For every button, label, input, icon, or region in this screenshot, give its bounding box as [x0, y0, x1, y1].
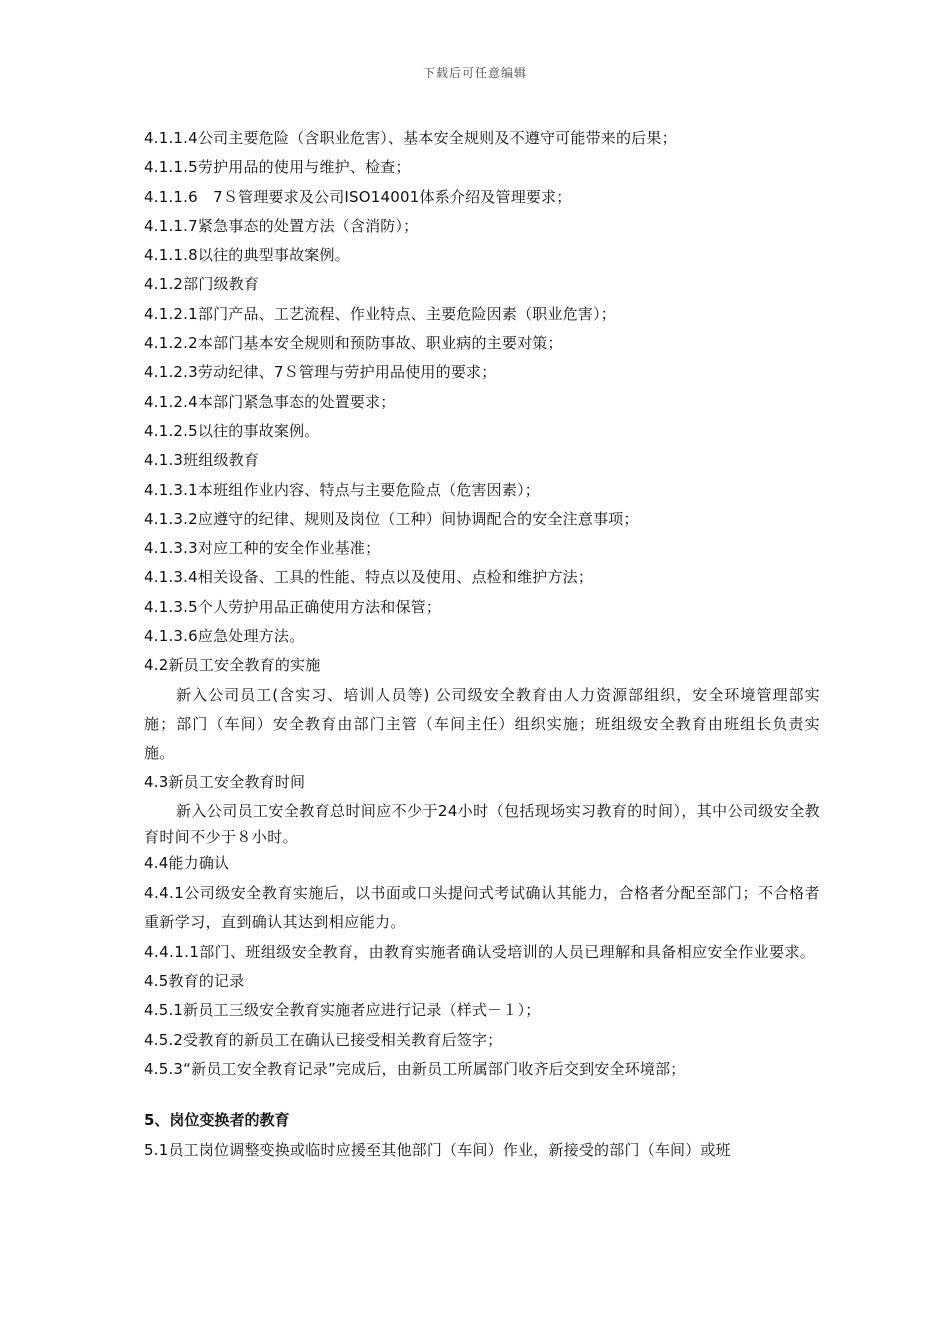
- heading-4-4: 4.4能力确认: [144, 853, 230, 872]
- clause-4-1-3-5: 4.1.3.5个人劳护用品正确使用方法和保管；: [144, 597, 442, 616]
- clause-4-1-3-1: 4.1.3.1本班组作业内容、特点与主要危险点（危害因素）；: [144, 480, 540, 499]
- clause-4-1-1-8: 4.1.1.8以往的典型事故案例。: [144, 246, 350, 265]
- clause-4-5-1: 4.5.1新员工三级安全教育实施者应进行记录（样式－１）；: [144, 1001, 541, 1020]
- clause-4-1-1-4: 4.1.1.4公司主要危险（含职业危害）、基本安全规则及不遵守可能带来的后果；: [144, 129, 677, 147]
- document-body: [144, 124, 820, 1165]
- clause-5-1: 5.1员工岗位调整变换或临时应援至其他部门（车间）作业，新接受的部门（车间）或班: [144, 1140, 731, 1159]
- heading-4-1-3: 4.1.3班组级教育: [144, 451, 260, 470]
- clause-4-1-3-2: 4.1.3.2应遵守的纪律、规则及岗位（工种）间协调配合的安全注意事项；: [144, 509, 639, 528]
- clause-4-1-1-5: 4.1.1.5劳护用品的使用与维护、检查；: [144, 158, 411, 177]
- clause-4-1-3-6: 4.1.3.6应急处理方法。: [144, 627, 305, 646]
- clause-4-1-2-3: 4.1.2.3劳动纪律、7Ｓ管理与劳护用品使用的要求；: [144, 363, 497, 382]
- heading-4-1-2: 4.1.2部门级教育: [144, 275, 260, 294]
- page-header: 下载后可任意编辑: [422, 66, 527, 80]
- clause-4-1-2-5: 4.1.2.5以往的事故案例。: [144, 421, 320, 440]
- clause-4-1-3-4: 4.1.3.4相关设备、工具的性能、特点以及使用、点检和维护方法；: [144, 568, 594, 587]
- clause-4-1-1-6: 4.1.1.6 7Ｓ管理要求及公司ISO14001体系介绍及管理要求；: [144, 187, 572, 206]
- clause-4-1-2-1: 4.1.2.1部门产品、工艺流程、作业特点、主要危险因素（职业危害）；: [144, 304, 616, 323]
- clause-4-5-3: 4.5.3“新员工安全教育记录”完成后，由新员工所属部门收齐后交到安全环境部；: [144, 1059, 686, 1078]
- clause-4-1-2-2: 4.1.2.2本部门基本安全规则和预防事故、职业病的主要对策；: [144, 334, 563, 353]
- paragraph-4-3: 新入公司员工安全教育总时间应不少于24小时（包括现场实习教育的时间），其中公司级安全教育时间不少于８小时。: [144, 801, 820, 846]
- clause-4-5-2: 4.5.2受教育的新员工在确认已接受相关教育后签字；: [144, 1030, 503, 1049]
- clause-4-1-3-3: 4.1.3.3对应工种的安全作业基准；: [144, 539, 381, 558]
- paragraph-4-4-1-1: 4.4.1.1部门、班组级安全教育，由教育实施者确认受培训的人员已理解和具备相应安全作业要求。: [144, 942, 816, 961]
- clause-4-1-1-7: 4.1.1.7紧急事态的处置方法（含消防）；: [144, 216, 419, 235]
- section-5-title: 5、岗位变换者的教育: [144, 1111, 290, 1130]
- heading-4-3: 4.3新员工安全教育时间: [144, 772, 306, 791]
- heading-4-2: 4.2新员工安全教育的实施: [144, 656, 321, 675]
- clause-4-1-2-4: 4.1.2.4本部门紧急事态的处置要求；: [144, 392, 396, 411]
- paragraph-4-2: 新入公司员工(含实习、培训人员等) 公司级安全教育由人力资源部组织，安全环境管理部实施；部门（车间）安全教育由部门主管（车间主任）组织实施；班组级安全教育由班组长负责实施。: [144, 685, 820, 763]
- heading-4-5: 4.5教育的记录: [144, 972, 245, 991]
- paragraph-4-4-1: 4.4.1公司级安全教育实施后，以书面或口头提问式考试确认其能力，合格者分配至部门；不合格者重新学习，直到确认其达到相应能力。: [144, 884, 820, 932]
